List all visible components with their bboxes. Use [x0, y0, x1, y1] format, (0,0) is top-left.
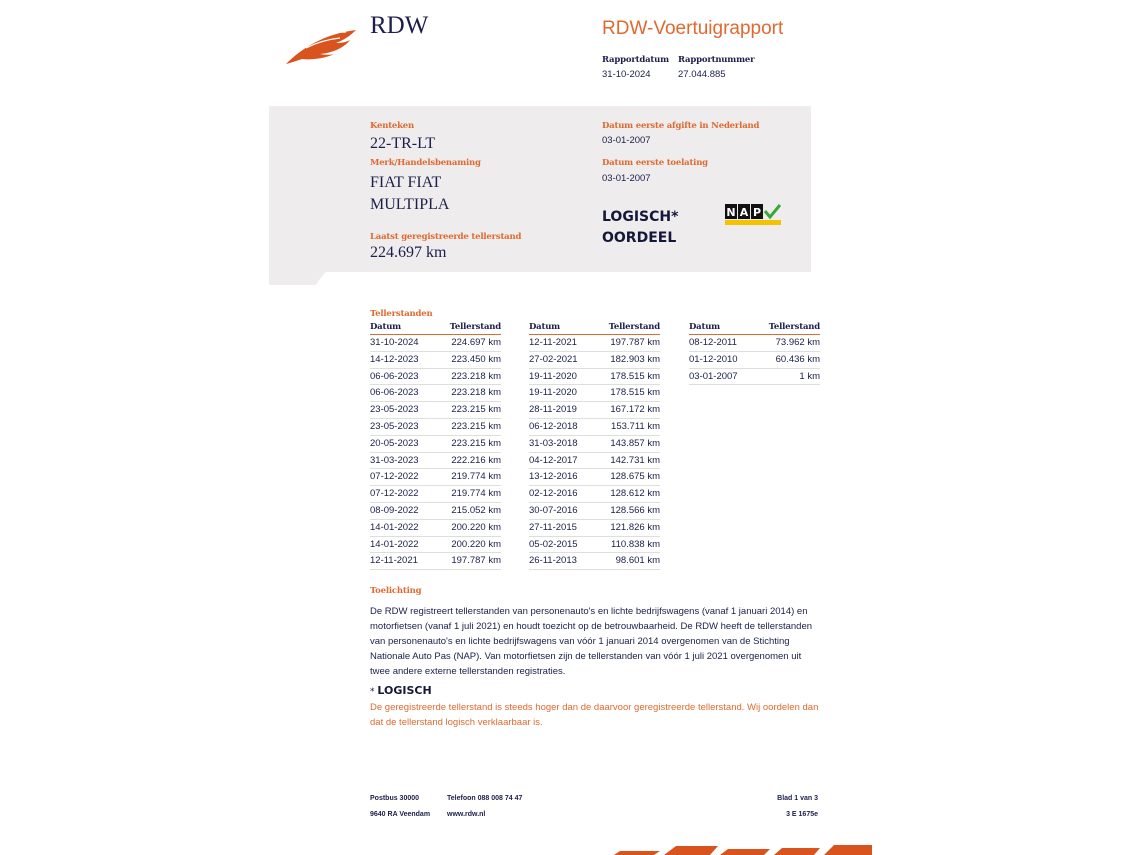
footer-phone: Telefoon 088 008 74 47 [447, 795, 523, 802]
row-date: 08-12-2011 [689, 337, 737, 348]
row-odometer: 1 km [799, 370, 820, 382]
table-row [529, 469, 660, 486]
logisch-heading [370, 684, 432, 697]
table-row [689, 352, 820, 369]
table-row [529, 503, 660, 520]
row-date: 30-07-2016 [529, 504, 578, 516]
plate-label: Kenteken [370, 121, 415, 131]
footer-web[interactable]: www.rdw.nl [447, 811, 486, 818]
row-odometer: 200.220 km [451, 521, 501, 533]
table-row [689, 335, 820, 352]
row-odometer: 142.731 km [610, 454, 660, 466]
odometer-table-header [689, 322, 820, 335]
column-header-odometer: Tellerstand [608, 322, 660, 332]
footer-code: 3 E 1675e [786, 811, 818, 818]
row-odometer: 197.787 km [610, 337, 660, 348]
column-header-date: Datum [529, 322, 560, 332]
table-row [529, 553, 660, 570]
row-date: 03-01-2007 [689, 370, 738, 382]
make-line-2: MULTIPLA [370, 196, 450, 213]
table-row [370, 369, 501, 386]
footer-address: 9640 RA Veendam [370, 811, 431, 818]
first-admission-value: 03-01-2007 [602, 173, 651, 184]
logisch-title: LOGISCH [377, 684, 432, 697]
report-title: RDW-Voertuigrapport [602, 18, 784, 39]
row-date: 14-01-2022 [370, 538, 419, 550]
verdict [602, 207, 678, 249]
table-row [370, 553, 501, 570]
explanation-text: De RDW registreert tellerstanden van personenauto's en lichte bedrijfswagens (vanaf 1 januari 2014) en motorfietsen (vanaf 1 juli 2021) en houdt toezicht op de betrouwbaarheid. De RDW heeft de tellerstanden van personenauto's en lichte bedrijfswagens van vóór 1 januari 2014 overgenomen van de Stichting Nationale Auto Pas (NAP). Van motorfietsen zijn de tellerstanden van vóór 1 juli 2021 overgenomen uit twee andere externe tellerstanden registraties. [370, 606, 813, 677]
row-odometer: 121.826 km [610, 521, 660, 533]
row-odometer: 60.436 km [775, 353, 820, 365]
table-row [370, 520, 501, 537]
row-date: 19-11-2020 [529, 387, 577, 399]
table-row [529, 537, 660, 554]
row-date: 05-02-2015 [529, 538, 578, 550]
explanation-title: Toelichting [370, 586, 422, 596]
verdict-line-1: LOGISCH* [602, 209, 679, 225]
row-date: 08-09-2022 [370, 504, 419, 516]
logisch-text: De geregistreerde tellerstand is steeds hoger dan de daarvoor geregistreerde tellerstand. Wij oordelen dan dat de tellerstand logisch verklaarbaar is. [370, 702, 819, 728]
rdw-logo-icon [284, 26, 358, 66]
report-number: 27.044.885 [678, 69, 726, 80]
row-odometer: 178.515 km [610, 387, 660, 399]
plate-value: 22-TR-LT [370, 135, 436, 152]
table-row [370, 352, 501, 369]
table-row [529, 486, 660, 503]
row-odometer: 222.216 km [451, 454, 501, 466]
nap-check-icon [725, 204, 781, 226]
row-odometer: 200.220 km [451, 538, 501, 550]
row-date: 26-11-2013 [529, 555, 577, 567]
make-label: Merk/Handelsbenaming [370, 158, 481, 168]
row-odometer: 110.838 km [611, 538, 660, 550]
table-row [689, 369, 820, 386]
odometer-table [370, 322, 501, 570]
row-date: 06-06-2023 [370, 387, 419, 399]
row-date: 06-06-2023 [370, 370, 419, 382]
row-odometer: 178.515 km [610, 370, 660, 382]
row-date: 06-12-2018 [529, 420, 578, 432]
verdict-line-2: OORDEEL [602, 230, 677, 246]
nap-letter-n: N [726, 206, 736, 219]
row-odometer: 128.566 km [610, 504, 660, 516]
row-odometer: 98.601 km [615, 555, 660, 567]
odometer-table-header [529, 322, 660, 335]
row-date: 28-11-2019 [529, 404, 577, 416]
footer-page: Blad 1 van 3 [777, 795, 818, 802]
row-date: 07-12-2022 [370, 488, 419, 500]
make-line-1: FIAT FIAT [370, 174, 442, 191]
row-odometer: 167.172 km [610, 404, 660, 416]
table-row [370, 402, 501, 419]
row-date: 13-12-2016 [529, 471, 578, 483]
table-row [370, 335, 501, 352]
row-date: 14-01-2022 [370, 521, 419, 533]
row-odometer: 219.774 km [451, 488, 501, 500]
row-odometer: 223.450 km [451, 353, 501, 365]
row-odometer: 215.052 km [451, 504, 501, 516]
brand-name: RDW [370, 12, 429, 39]
column-header-date: Datum [370, 322, 401, 332]
row-odometer: 143.857 km [610, 437, 660, 449]
row-date: 14-12-2023 [370, 353, 419, 365]
report-date-label: Rapportdatum [602, 55, 669, 65]
row-date: 12-11-2021 [370, 555, 418, 567]
row-date: 20-05-2023 [370, 437, 419, 449]
odometer-table [529, 322, 660, 570]
table-row [370, 469, 501, 486]
row-date: 27-11-2015 [529, 521, 577, 533]
last-odometer-value: 224.697 km [370, 244, 447, 261]
nap-letter-a: A [739, 206, 749, 219]
table-row [529, 369, 660, 386]
table-row [370, 537, 501, 554]
table-row [529, 419, 660, 436]
row-date: 31-10-2024 [370, 337, 419, 348]
row-odometer: 223.215 km [451, 437, 501, 449]
row-date: 12-11-2021 [529, 337, 577, 348]
footer-stripes-icon [614, 843, 872, 855]
odometer-section-title: Tellerstanden [370, 309, 433, 319]
table-row [370, 436, 501, 453]
table-row [529, 385, 660, 402]
row-odometer: 153.711 km [611, 420, 660, 432]
row-date: 23-05-2023 [370, 420, 419, 432]
row-odometer: 223.215 km [451, 404, 501, 416]
table-row [370, 385, 501, 402]
report-number-label: Rapportnummer [678, 55, 755, 65]
odometer-table-header [370, 322, 501, 335]
table-row [370, 503, 501, 520]
row-date: 19-11-2020 [529, 370, 577, 382]
row-odometer: 182.903 km [610, 353, 660, 365]
row-odometer: 219.774 km [451, 471, 501, 483]
column-header-odometer: Tellerstand [449, 322, 501, 332]
panel-tab [269, 270, 327, 285]
table-row [370, 453, 501, 470]
table-row [529, 402, 660, 419]
table-row [529, 335, 660, 352]
row-date: 07-12-2022 [370, 471, 419, 483]
column-header-date: Datum [689, 322, 720, 332]
table-row [529, 453, 660, 470]
last-odometer-label: Laatst geregistreerde tellerstand [370, 232, 522, 242]
row-date: 02-12-2016 [529, 488, 578, 500]
nap-letter-p: P [752, 206, 762, 219]
row-date: 04-12-2017 [529, 454, 578, 466]
row-odometer: 224.697 km [451, 337, 501, 348]
row-date: 27-02-2021 [529, 353, 578, 365]
table-row [529, 436, 660, 453]
row-odometer: 197.787 km [451, 555, 501, 567]
row-odometer: 128.675 km [610, 471, 660, 483]
report-date: 31-10-2024 [602, 69, 651, 80]
row-odometer: 73.962 km [775, 337, 820, 348]
footer-postbus: Postbus 30000 [370, 795, 420, 802]
row-date: 23-05-2023 [370, 404, 419, 416]
first-issue-nl-label: Datum eerste afgifte in Nederland [602, 121, 760, 131]
column-header-odometer: Tellerstand [768, 322, 820, 332]
row-odometer: 223.218 km [451, 387, 501, 399]
star-prefix: * [370, 687, 378, 697]
table-row [370, 486, 501, 503]
row-odometer: 223.215 km [451, 420, 501, 432]
first-admission-label: Datum eerste toelating [602, 158, 708, 168]
row-date: 31-03-2023 [370, 454, 419, 466]
row-odometer: 128.612 km [610, 488, 660, 500]
row-odometer: 223.218 km [451, 370, 501, 382]
row-date: 01-12-2010 [689, 353, 738, 365]
odometer-table [689, 322, 820, 385]
table-row [370, 419, 501, 436]
row-date: 31-03-2018 [529, 437, 578, 449]
first-issue-nl-value: 03-01-2007 [602, 135, 651, 146]
table-row [529, 520, 660, 537]
table-row [529, 352, 660, 369]
